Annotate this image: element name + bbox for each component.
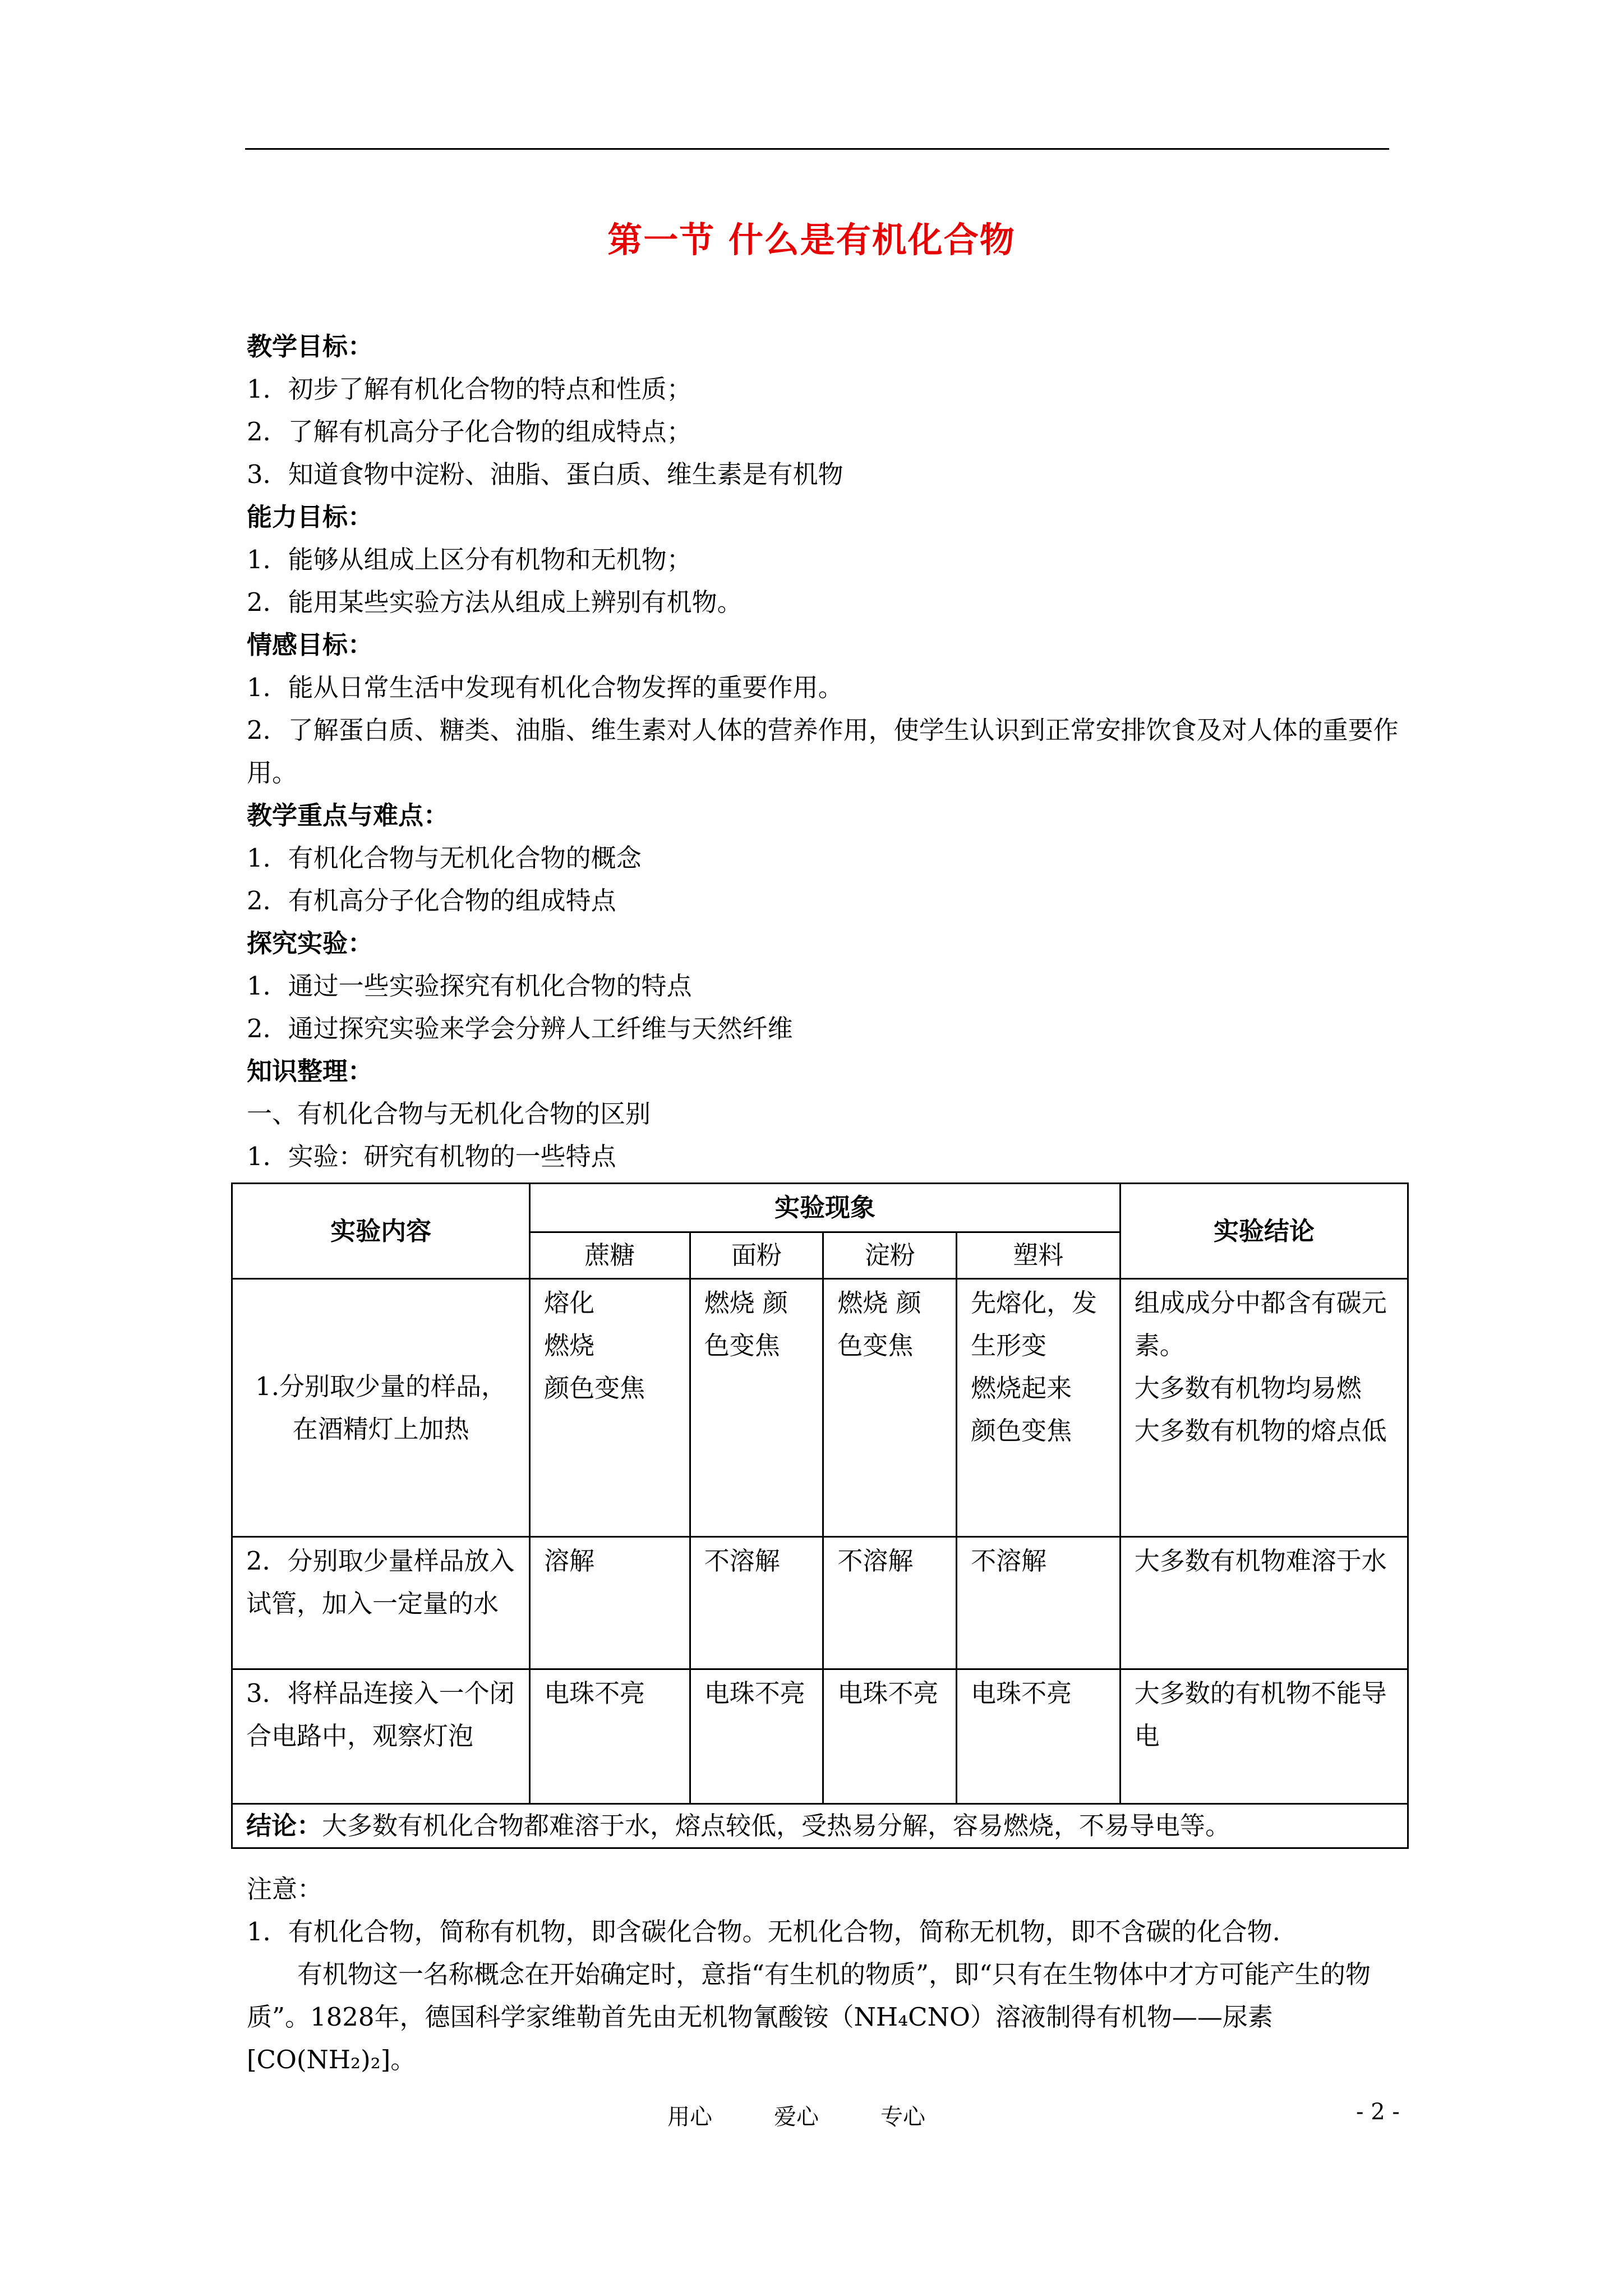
material-header: 淀粉 <box>823 1232 957 1279</box>
ability-goals-heading: 能力目标： <box>247 502 374 532</box>
row-content: 1.分别取少量的样品，在酒精灯上加热 <box>232 1279 530 1537</box>
row-cell: 燃烧 颜色变焦 <box>690 1279 823 1537</box>
material-header: 面粉 <box>690 1232 823 1279</box>
ability-goal-item: 1．能够从组成上区分有机物和无机物； <box>247 545 692 574</box>
experiment-table <box>231 1182 1409 1849</box>
table-summary-row <box>232 1804 1408 1848</box>
material-header: 蔗糖 <box>530 1232 690 1279</box>
row-cell: 溶解 <box>530 1537 690 1669</box>
header-rule <box>245 148 1389 150</box>
teaching-goal-item: 3．知道食物中淀粉、油脂、蛋白质、维生素是有机物 <box>247 459 843 489</box>
row-conclusion: 大多数有机物难溶于水 <box>1120 1537 1408 1669</box>
page-number: - 2 - <box>1356 2099 1400 2125</box>
key-point-item: 1．有机化合物与无机化合物的概念 <box>247 843 642 873</box>
notes-section <box>247 1868 1402 2081</box>
key-point-item: 2．有机高分子化合物的组成特点 <box>247 886 616 915</box>
knowledge-item: 一、有机化合物与无机化合物的区别 <box>247 1099 651 1129</box>
ability-goal-item: 2．能用某些实验方法从组成上辨别有机物。 <box>247 587 743 617</box>
key-points-heading: 教学重点与难点： <box>247 800 449 830</box>
row-conclusion: 大多数的有机物不能导电 <box>1120 1669 1408 1804</box>
table-row <box>232 1537 1408 1669</box>
summary-cell <box>232 1804 1408 1848</box>
table-row <box>232 1279 1408 1537</box>
emotion-goal-item: 1．能从日常生活中发现有机化合物发挥的重要作用。 <box>247 673 843 702</box>
motto-word: 专心 <box>880 2104 925 2130</box>
row-cell: 电珠不亮 <box>957 1669 1121 1804</box>
summary-text: 大多数有机化合物都难溶于水，熔点较低，受热易分解，容易燃烧，不易导电等。 <box>322 1811 1231 1841</box>
row-cell: 不溶解 <box>957 1537 1121 1669</box>
main-content <box>247 325 1402 1178</box>
knowledge-item: 1．实验：研究有机物的一些特点 <box>247 1142 616 1171</box>
inquiry-heading: 探究实验： <box>247 928 374 958</box>
row-content: 2．分别取少量样品放入试管，加入一定量的水 <box>232 1537 530 1669</box>
row-cell: 不溶解 <box>690 1537 823 1669</box>
row-cell: 熔化 燃烧 颜色变焦 <box>530 1279 690 1537</box>
page-title: 第一节 什么是有机化合物 <box>607 219 1016 260</box>
motto-word: 爱心 <box>774 2104 819 2130</box>
teaching-goals-heading: 教学目标： <box>247 332 374 361</box>
row-cell: 不溶解 <box>823 1537 957 1669</box>
summary-label: 结论： <box>246 1811 322 1841</box>
emotion-goals-heading: 情感目标： <box>247 630 374 660</box>
teaching-goal-item: 2．了解有机高分子化合物的组成特点； <box>247 417 692 447</box>
row-content: 3．将样品连接入一个闭合电路中，观察灯泡 <box>232 1669 530 1804</box>
row-cell: 燃烧 颜色变焦 <box>823 1279 957 1537</box>
teaching-goal-item: 1．初步了解有机化合物的特点和性质； <box>247 374 692 404</box>
row-conclusion: 组成成分中都含有碳元素。 大多数有机物均易燃 大多数有机物的熔点低 <box>1120 1279 1408 1537</box>
header-content: 实验内容 <box>232 1184 530 1279</box>
material-header: 塑料 <box>957 1232 1121 1279</box>
inquiry-item: 2．通过探究实验来学会分辨人工纤维与天然纤维 <box>247 1014 793 1043</box>
row-cell: 电珠不亮 <box>530 1669 690 1804</box>
row-cell: 电珠不亮 <box>823 1669 957 1804</box>
row-cell: 电珠不亮 <box>690 1669 823 1804</box>
footer-motto <box>667 2099 987 2131</box>
table-row <box>232 1669 1408 1804</box>
header-phenomena: 实验现象 <box>530 1184 1121 1232</box>
inquiry-item: 1．通过一些实验探究有机化合物的特点 <box>247 971 692 1001</box>
notes-paragraph: 1．有机化合物，简称有机物，即含碳化合物。无机化合物，简称无机物，即不含碳的化合物. <box>247 1917 1280 1947</box>
header-conclusion: 实验结论 <box>1120 1184 1408 1279</box>
motto-word: 用心 <box>667 2104 712 2130</box>
knowledge-heading: 知识整理： <box>247 1056 374 1086</box>
notes-paragraph: 有机物这一名称概念在开始确定时，意指“有生机的物质”，即“只有在生物体中才方可能产生的物质”。1828年，德国科学家维勒首先由无机物氰酸铵（NH₄CNO）溶液制得有机物——尿素[CO(NH₂)₂]。 <box>247 1959 1371 2074</box>
notes-label: 注意： <box>247 1874 323 1904</box>
row-cell: 先熔化，发生形变 燃烧起来 颜色变焦 <box>957 1279 1121 1537</box>
emotion-goal-item: 2．了解蛋白质、糖类、油脂、维生素对人体的营养作用，使学生认识到正常安排饮食及对人体的重要作用。 <box>247 715 1399 788</box>
